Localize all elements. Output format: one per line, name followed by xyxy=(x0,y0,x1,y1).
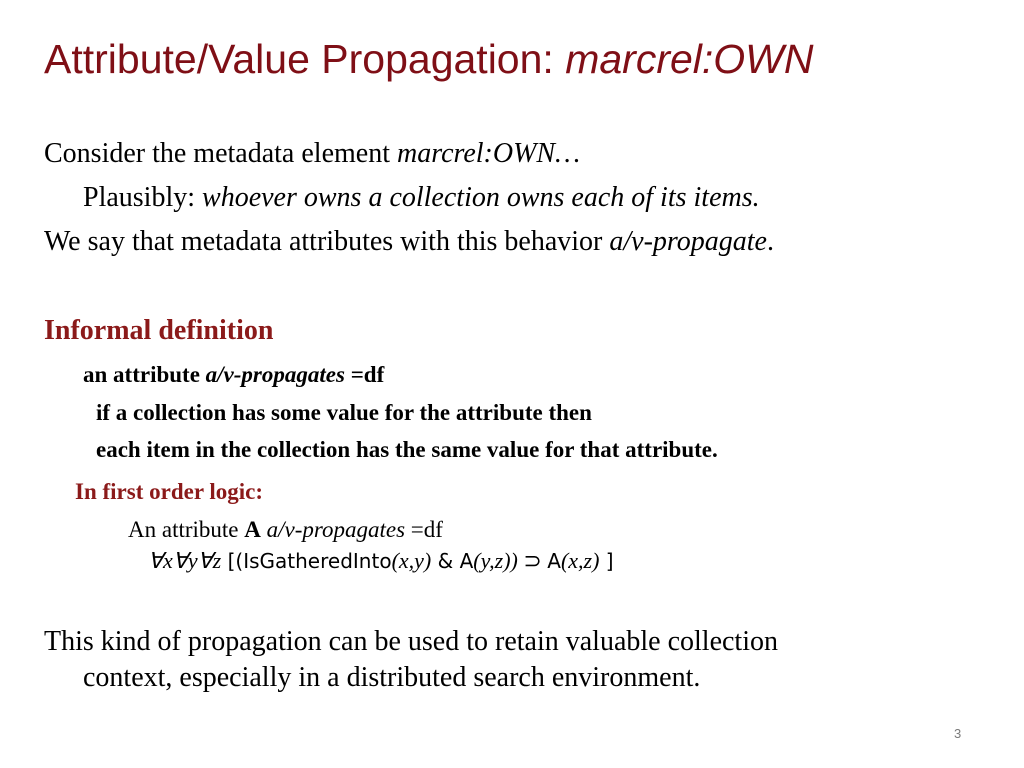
formula-implies: ⊃ xyxy=(517,548,548,573)
formula-bracket-open: [( xyxy=(221,549,244,573)
intro-line-1-text: Consider the metadata element xyxy=(44,138,397,169)
intro-line-1-italic: marcrel:OWN… xyxy=(396,138,580,169)
fol-line-1-c: a/v-propagates xyxy=(260,517,406,542)
formula-quantifiers: ∀x∀y∀z xyxy=(148,548,222,573)
fol-line-1-b: A xyxy=(244,517,261,542)
slide-title xyxy=(44,36,813,83)
definition-line-1-b: a/v-propagates xyxy=(205,362,345,387)
intro-line-3-end: . xyxy=(766,226,774,257)
fol-heading: In first order logic: xyxy=(75,479,264,504)
conclusion-line-2: context, especially in a distributed search environment. xyxy=(83,662,701,693)
formula-pred-3: A xyxy=(547,549,561,573)
formula-pred-2: A xyxy=(459,549,474,573)
definition-line-1 xyxy=(83,362,384,388)
intro-line-3-text: We say that metadata attributes with this behavior xyxy=(44,226,610,257)
fol-line-1 xyxy=(128,517,443,543)
intro-line-2 xyxy=(83,182,760,214)
page-number: 3 xyxy=(954,726,962,741)
intro-line-1 xyxy=(44,138,580,170)
fol-line-1-d: =df xyxy=(405,517,443,542)
title-italic: marcrel:OWN xyxy=(565,36,814,82)
intro-line-3 xyxy=(44,226,774,258)
formula-pred-1: IsGatheredInto xyxy=(243,549,392,573)
fol-formula xyxy=(148,548,614,574)
intro-line-2-text: Plausibly: xyxy=(83,182,203,213)
intro-line-3-italic: a/v-propagate xyxy=(609,226,767,257)
definition-line-3: each item in the collection has the same value for that attribute. xyxy=(96,437,718,462)
definition-line-1-c: =df xyxy=(344,362,385,387)
intro-line-2-italic: whoever owns a collection owns each of its items. xyxy=(202,182,760,213)
title-main: Attribute/Value Propagation: xyxy=(44,36,554,82)
formula-amp: & xyxy=(431,549,460,573)
definition-line-2: if a collection has some value for the attribute then xyxy=(96,400,592,425)
formula-args-3: (x,z) xyxy=(560,548,600,573)
formula-args-2: (y,z)) xyxy=(473,548,518,573)
conclusion-line-1: This kind of propagation can be used to retain valuable collection xyxy=(44,626,778,657)
fol-line-1-a: An attribute xyxy=(128,517,245,542)
definition-line-1-a: an attribute xyxy=(83,362,206,387)
formula-bracket-close: ] xyxy=(599,549,614,573)
formula-args-1: (x,y) xyxy=(391,548,432,573)
informal-definition-heading: Informal definition xyxy=(44,315,274,346)
